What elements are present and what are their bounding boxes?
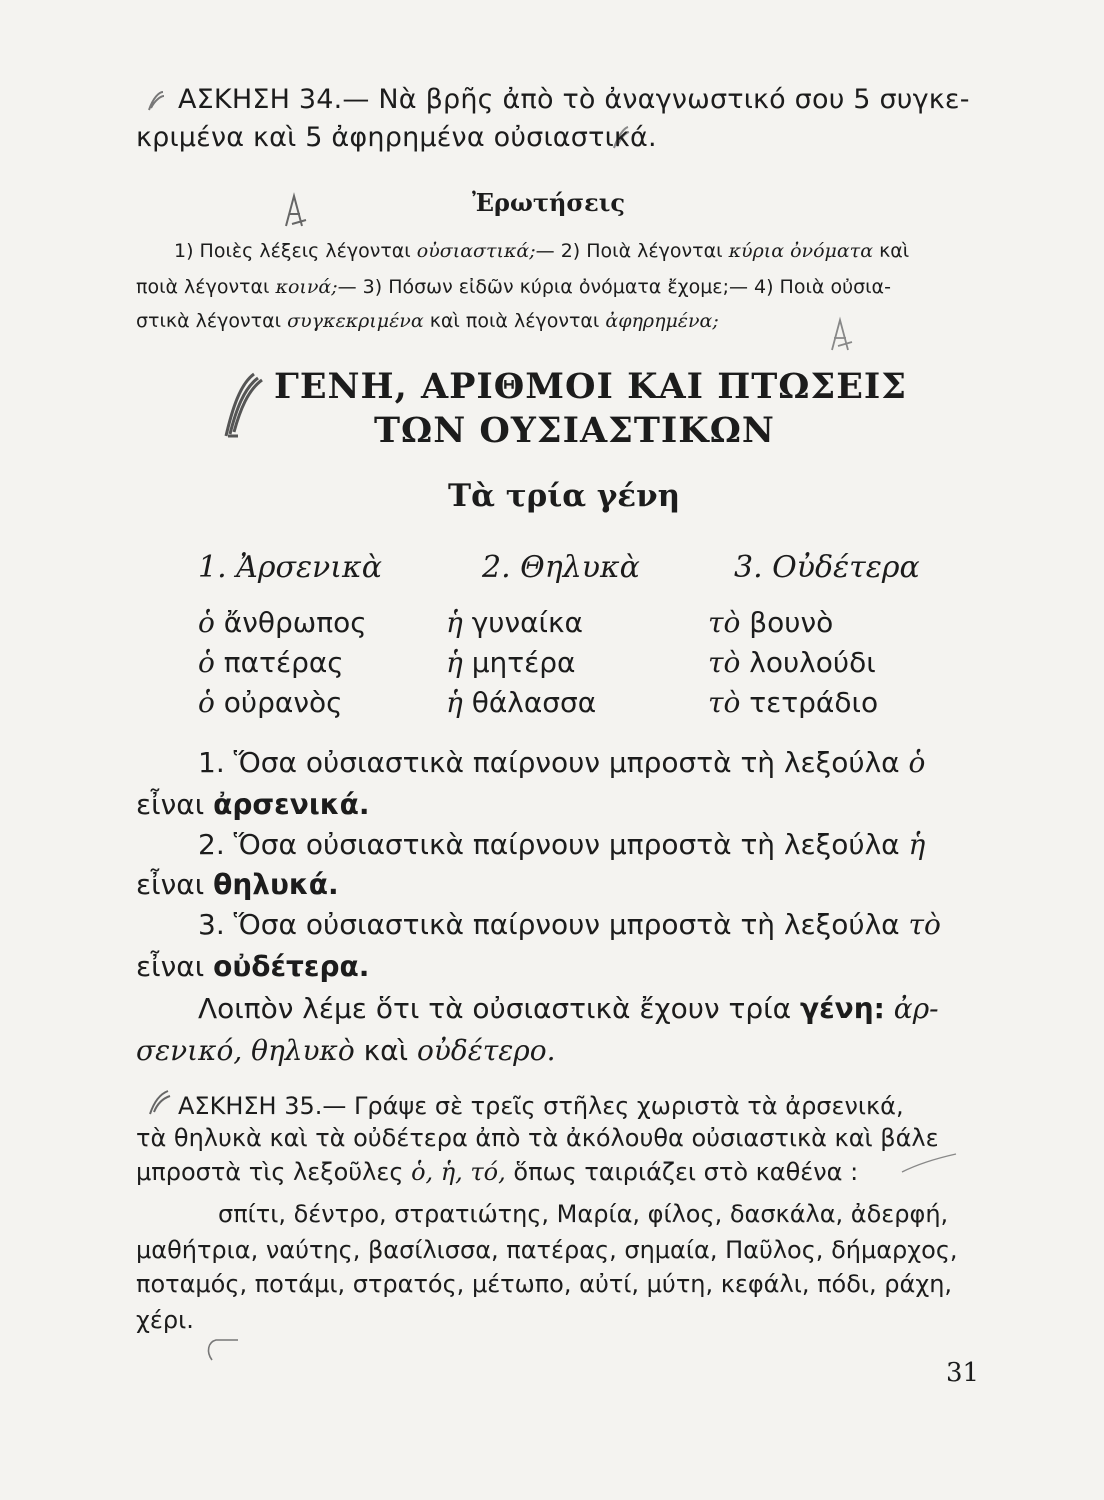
pencil-mark-icon bbox=[282, 190, 312, 230]
table-cell: ὁ πατέρας bbox=[198, 646, 344, 679]
exercise-35-line-3: μπροστὰ τὶς λεξοῦλες ὁ, ἡ, τό, ὅπως ταιριάζει στὸ καθένα : bbox=[136, 1158, 859, 1186]
rule-2-line-1: 2. Ὅσα οὐσιαστικὰ παίρνουν μπροστὰ τὴ λεξούλα ἡ bbox=[198, 828, 926, 861]
pencil-mark-icon bbox=[202, 1334, 242, 1364]
pencil-mark-icon bbox=[828, 316, 856, 356]
pencil-mark-icon bbox=[146, 1088, 174, 1118]
column-header-masculine: 1. Ἀρσενικὰ bbox=[198, 550, 382, 585]
word-list-line-3: ποταμός, ποτάμι, στρατός, μέτωπο, αὐτί, μύτη, κεφάλι, πόδι, ράχη, bbox=[136, 1270, 953, 1298]
questions-line-3: στικὰ λέγονται συγκεκριμένα καὶ ποιὰ λέγονται ἀφηρημένα; bbox=[136, 310, 719, 332]
rule-1-line-2: εἶναι ἀρσενικά. bbox=[136, 788, 370, 821]
word-list-line-1: σπίτι, δέντρο, στρατιώτης, Μαρία, φίλος, δασκάλα, ἀδερφή, bbox=[218, 1200, 949, 1228]
table-cell: τὸ βουνὸ bbox=[708, 606, 834, 639]
table-cell: ὁ ἄνθρωπος bbox=[198, 606, 367, 639]
pencil-mark-icon bbox=[145, 88, 167, 114]
page-number: 31 bbox=[946, 1358, 980, 1388]
questions-line-1: 1) Ποιὲς λέξεις λέγονται οὐσιαστικά;— 2) Ποιὰ λέγονται κύρια ὀνόματα καὶ bbox=[174, 240, 910, 262]
column-header-neuter: 3. Οὐδέτερα bbox=[734, 550, 920, 585]
table-cell: ἡ γυναίκα bbox=[446, 606, 583, 639]
rule-1-line-1: 1. Ὅσα οὐσιαστικὰ παίρνουν μπροστὰ τὴ λεξούλα ὁ bbox=[198, 746, 926, 779]
exercise-34-line-2: κριμένα καὶ 5 ἀφηρημένα οὐσιαστικά. bbox=[136, 122, 657, 153]
table-cell: ὁ οὐρανὸς bbox=[198, 686, 343, 719]
exercise-35-line-1: ΑΣΚΗΣΗ 35.— Γράψε σὲ τρεῖς στῆλες χωριστὰ τὰ ἀρσενικά, bbox=[178, 1092, 904, 1120]
section-title-line-1: ΓΕΝΗ, ΑΡΙΘΜΟΙ ΚΑΙ ΠΤΩΣΕΙΣ bbox=[274, 366, 908, 407]
pencil-scribble-icon bbox=[218, 370, 268, 440]
table-cell: ἡ θάλασσα bbox=[446, 686, 597, 719]
column-header-feminine: 2. Θηλυκὰ bbox=[482, 550, 640, 585]
exercise-34-line-1: ΑΣΚΗΣΗ 34.— Νὰ βρῆς ἀπὸ τὸ ἀναγνωστικό σου 5 συγκε- bbox=[178, 84, 970, 115]
conclusion-line-2: σενικό, θηλυκὸ καὶ οὐδέτερο. bbox=[136, 1034, 556, 1067]
questions-heading: Ἐρωτήσεις bbox=[472, 188, 625, 217]
rule-3-line-2: εἶναι οὐδέτερα. bbox=[136, 950, 370, 983]
conclusion-line-1: Λοιπὸν λέμε ὅτι τὰ οὐσιαστικὰ ἔχουν τρία γένη: ἀρ- bbox=[198, 992, 939, 1025]
word-list-line-2: μαθήτρια, ναύτης, βασίλισσα, πατέρας, σημαία, Παῦλος, δήμαρχος, bbox=[136, 1236, 958, 1264]
table-cell: τὸ λουλούδι bbox=[708, 646, 876, 679]
word-list-line-4: χέρι. bbox=[136, 1306, 194, 1334]
rule-2-line-2: εἶναι θηλυκά. bbox=[136, 868, 339, 901]
subtitle: Τὰ τρία γένη bbox=[448, 478, 681, 514]
table-cell: ἡ μητέρα bbox=[446, 646, 576, 679]
questions-line-2: ποιὰ λέγονται κοινά;— 3) Πόσων εἰδῶν κύρια ὀνόματα ἔχομε;— 4) Ποιὰ οὐσια- bbox=[136, 276, 891, 298]
pencil-mark-icon bbox=[898, 1150, 958, 1180]
section-title-line-2: ΤΩΝ ΟΥΣΙΑΣΤΙΚΩΝ bbox=[374, 410, 775, 451]
rule-3-line-1: 3. Ὅσα οὐσιαστικὰ παίρνουν μπροστὰ τὴ λεξούλα τὸ bbox=[198, 908, 941, 941]
table-cell: τὸ τετράδιο bbox=[708, 686, 879, 719]
exercise-35-line-2: τὰ θηλυκὰ καὶ τὰ οὐδέτερα ἀπὸ τὰ ἀκόλουθα οὐσιαστικὰ καὶ βάλε bbox=[136, 1124, 939, 1152]
